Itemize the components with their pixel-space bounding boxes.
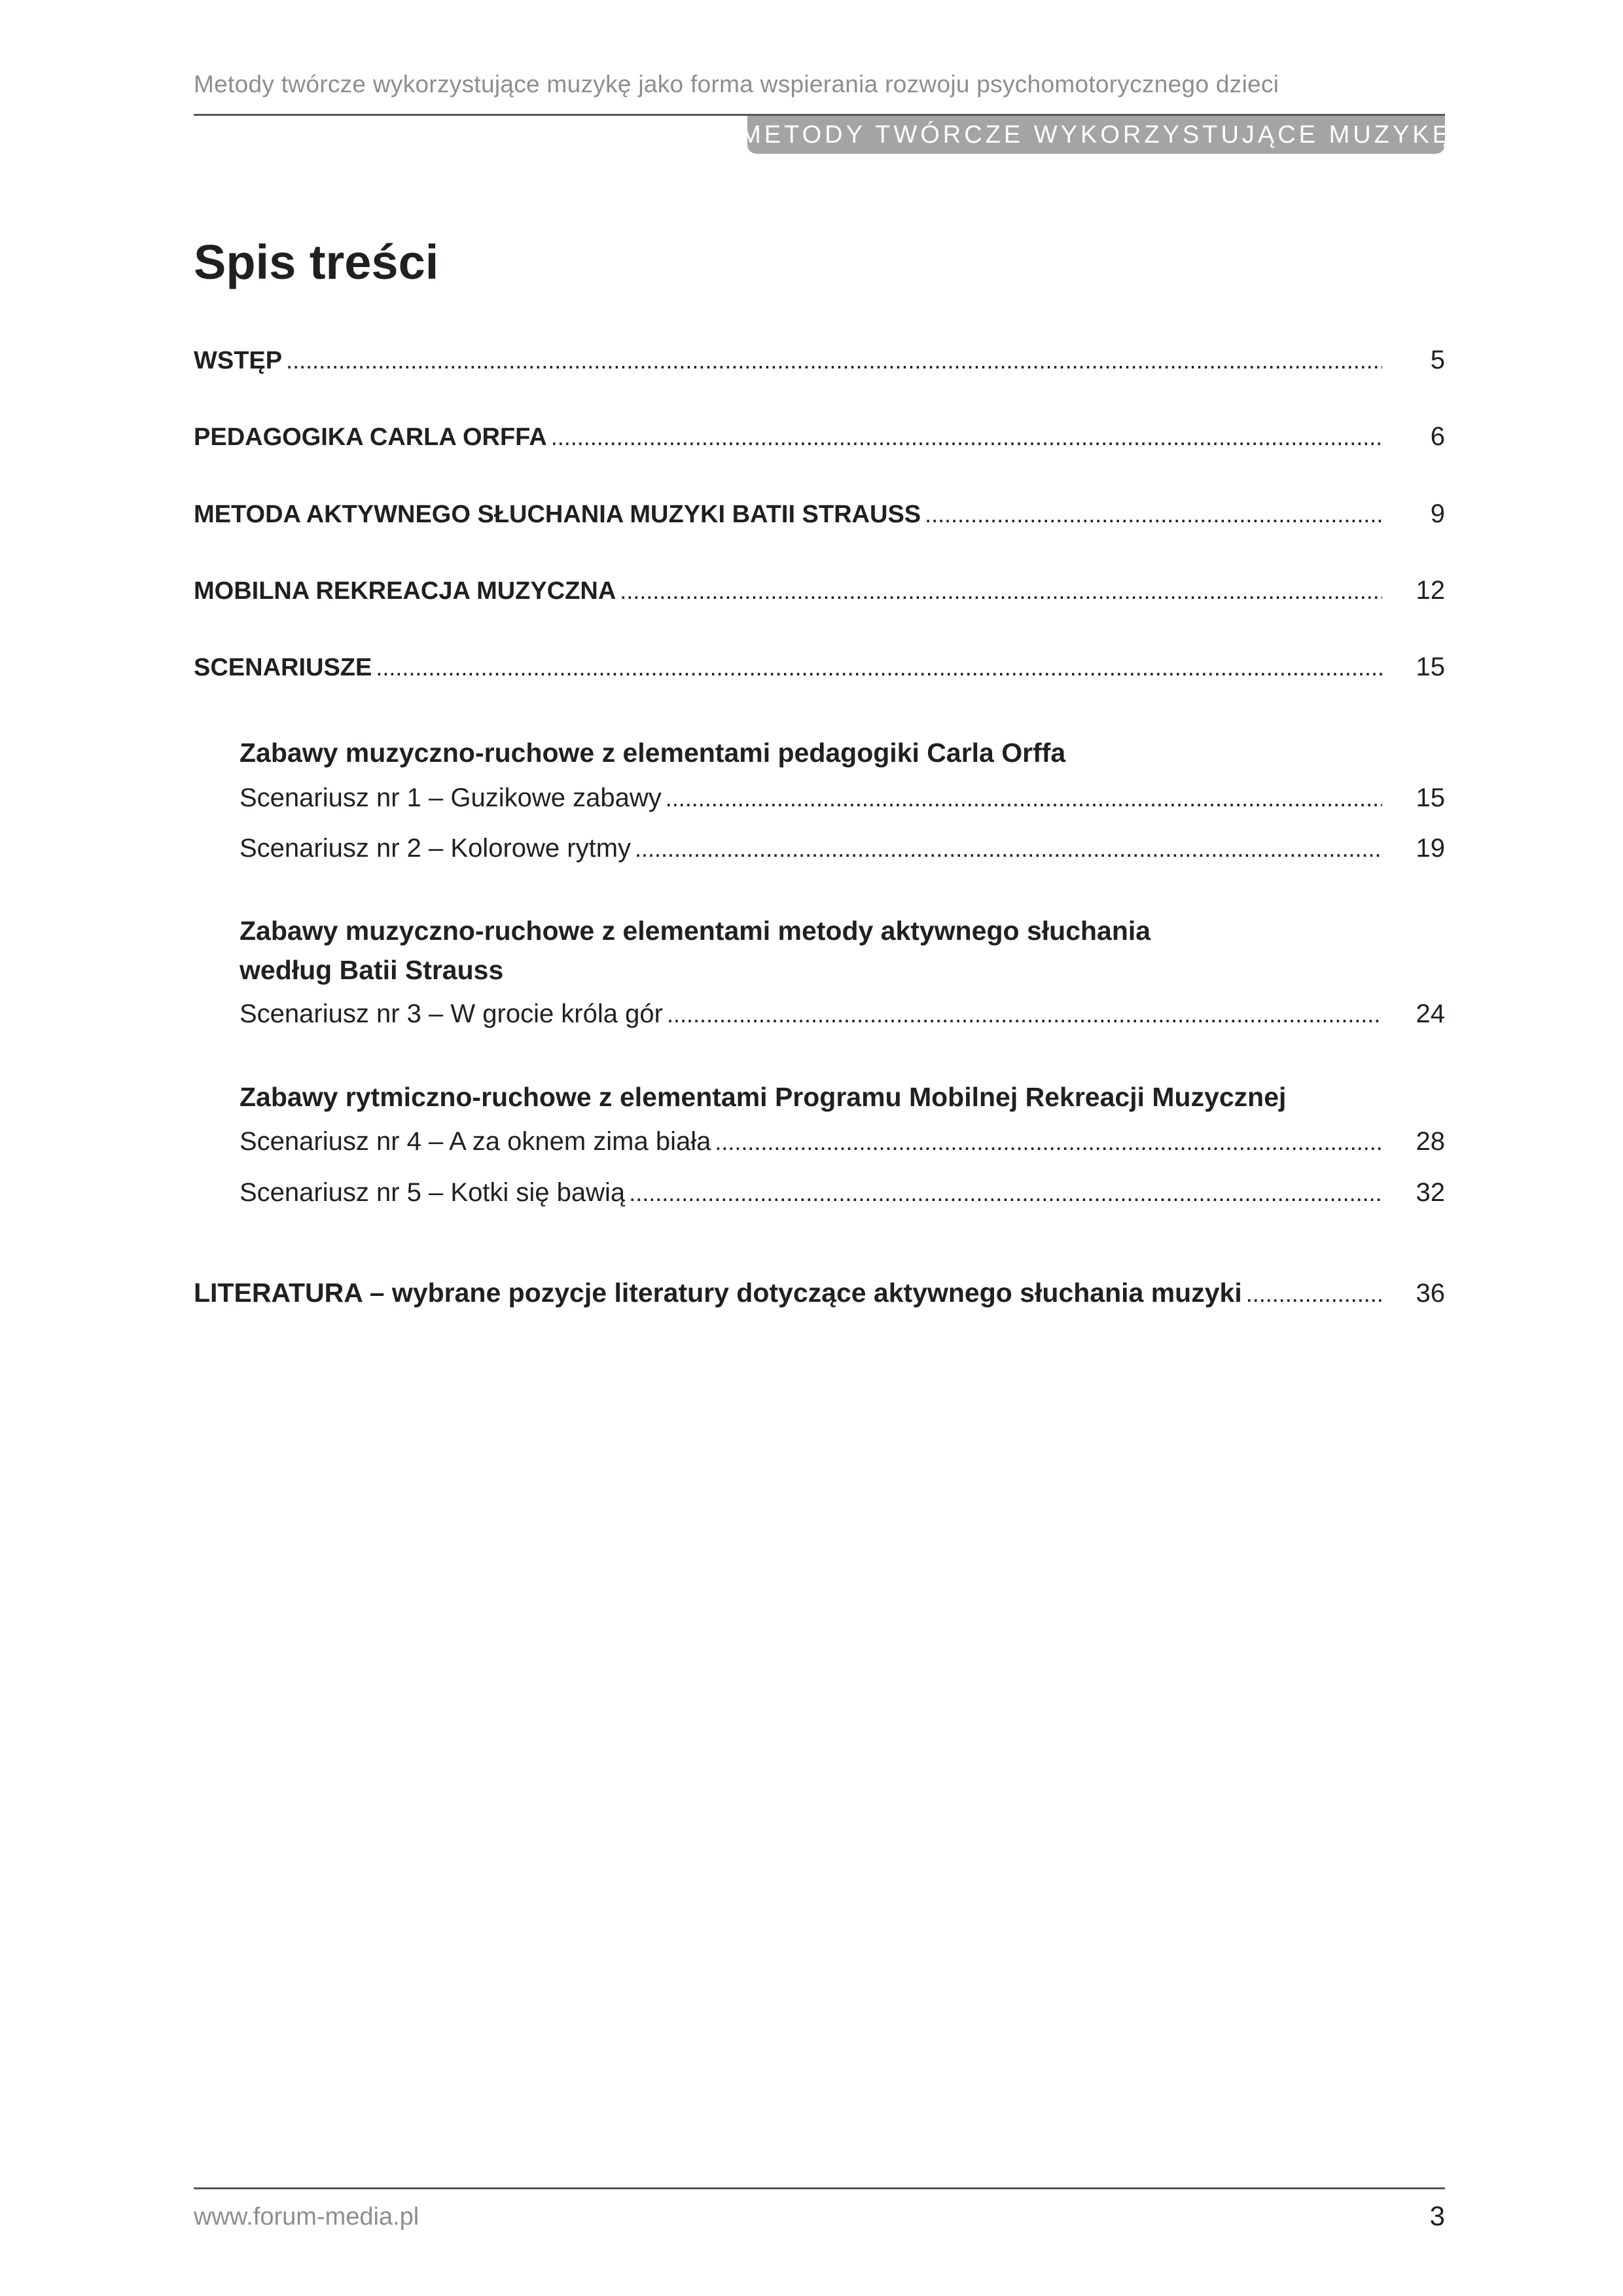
dot-leader [925, 501, 1382, 529]
dot-leader [376, 654, 1382, 682]
toc-entry-label: WSTĘP [194, 347, 283, 374]
toc-entry-page: 15 [1416, 653, 1445, 681]
toc-entry-wstep[interactable] [194, 346, 1445, 385]
toc-entry-scenariusze[interactable] [194, 653, 1445, 692]
dot-leader [667, 1001, 1382, 1029]
section-tab: METODY TWÓRCZE WYKORZYSTUJĄCE MUZYKĘ [747, 116, 1445, 154]
footer-page-number: 3 [1429, 2200, 1445, 2231]
toc-entry-page: 32 [1416, 1178, 1445, 1207]
toc-entry-label: PEDAGOGIKA CARLA ORFFA [194, 423, 547, 451]
toc-entry-page: 28 [1416, 1127, 1445, 1156]
toc-subentry-scenariusz-1[interactable] [240, 783, 1445, 823]
toc-group-heading-line: według Batii Strauss [240, 955, 504, 985]
toc-entry-label: Scenariusz nr 4 – A za oknem zima biała [240, 1127, 711, 1156]
toc-entry-page: 36 [1416, 1279, 1445, 1308]
page-title: Spis treści [194, 235, 439, 289]
toc-subentry-scenariusz-4[interactable] [240, 1127, 1445, 1166]
dot-leader [666, 785, 1382, 813]
toc-entry-label: SCENARIUSZE [194, 654, 372, 681]
dot-leader [551, 423, 1382, 452]
toc-subentry-scenariusz-2[interactable] [240, 834, 1445, 873]
footer-url-link[interactable]: www.forum-media.pl [194, 2203, 419, 2231]
toc-entry-literatura[interactable] [194, 1278, 1445, 1317]
toc-entry-label: MOBILNA REKREACJA MUZYCZNA [194, 577, 616, 605]
toc-entry-page: 6 [1430, 422, 1445, 451]
toc-entry-mobilna[interactable] [194, 576, 1445, 615]
toc-entry-label: METODA AKTYWNEGO SŁUCHANIA MUZYKI BATII STRAUSS [194, 501, 921, 528]
dot-leader [1246, 1280, 1382, 1308]
toc-entry-orff[interactable] [194, 422, 1445, 461]
toc-subentry-scenariusz-3[interactable] [240, 999, 1445, 1039]
footer-divider [194, 2187, 1445, 2189]
dot-leader [629, 1179, 1382, 1208]
toc-entry-label: Scenariusz nr 5 – Kotki się bawią [240, 1178, 626, 1207]
toc-entry-page: 24 [1416, 999, 1445, 1028]
toc-entry-label: Scenariusz nr 2 – Kolorowe rytmy [240, 834, 632, 863]
toc-entry-label: Scenariusz nr 3 – W grocie króla gór [240, 999, 663, 1028]
toc-group-heading-strauss [240, 911, 1445, 990]
toc-entry-page: 19 [1416, 834, 1445, 863]
toc-entry-page: 5 [1430, 346, 1445, 374]
toc-entry-label: Scenariusz nr 1 – Guzikowe zabawy [240, 783, 662, 812]
toc-entry-page: 15 [1416, 783, 1445, 812]
toc-entry-page: 9 [1430, 499, 1445, 528]
toc-entry-page: 12 [1416, 576, 1445, 605]
toc-entry-label: LITERATURA – wybrane pozycje literatury dotyczące aktywnego słuchania muzyki [194, 1278, 1242, 1308]
running-header: Metody twórcze wykorzystujące muzykę jako forma wspierania rozwoju psychomotorycznego dzieci [194, 71, 1279, 98]
dot-leader [715, 1128, 1382, 1157]
toc-group-heading-orff: Zabawy muzyczno-ruchowe z elementami pedagogiki Carla Orffa [240, 738, 1066, 768]
dot-leader [286, 347, 1382, 375]
toc-entry-strauss[interactable] [194, 499, 1445, 539]
dot-leader [635, 835, 1382, 863]
toc-group-heading-mobilna: Zabawy rytmiczno-ruchowe z elementami Programu Mobilnej Rekreacji Muzycznej [240, 1082, 1287, 1112]
dot-leader [620, 577, 1382, 605]
table-of-contents [194, 0, 1445, 2296]
toc-subentry-scenariusz-5[interactable] [240, 1178, 1445, 1217]
toc-group-heading-line: Zabawy muzyczno-ruchowe z elementami metody aktywnego słuchania [240, 916, 1151, 946]
